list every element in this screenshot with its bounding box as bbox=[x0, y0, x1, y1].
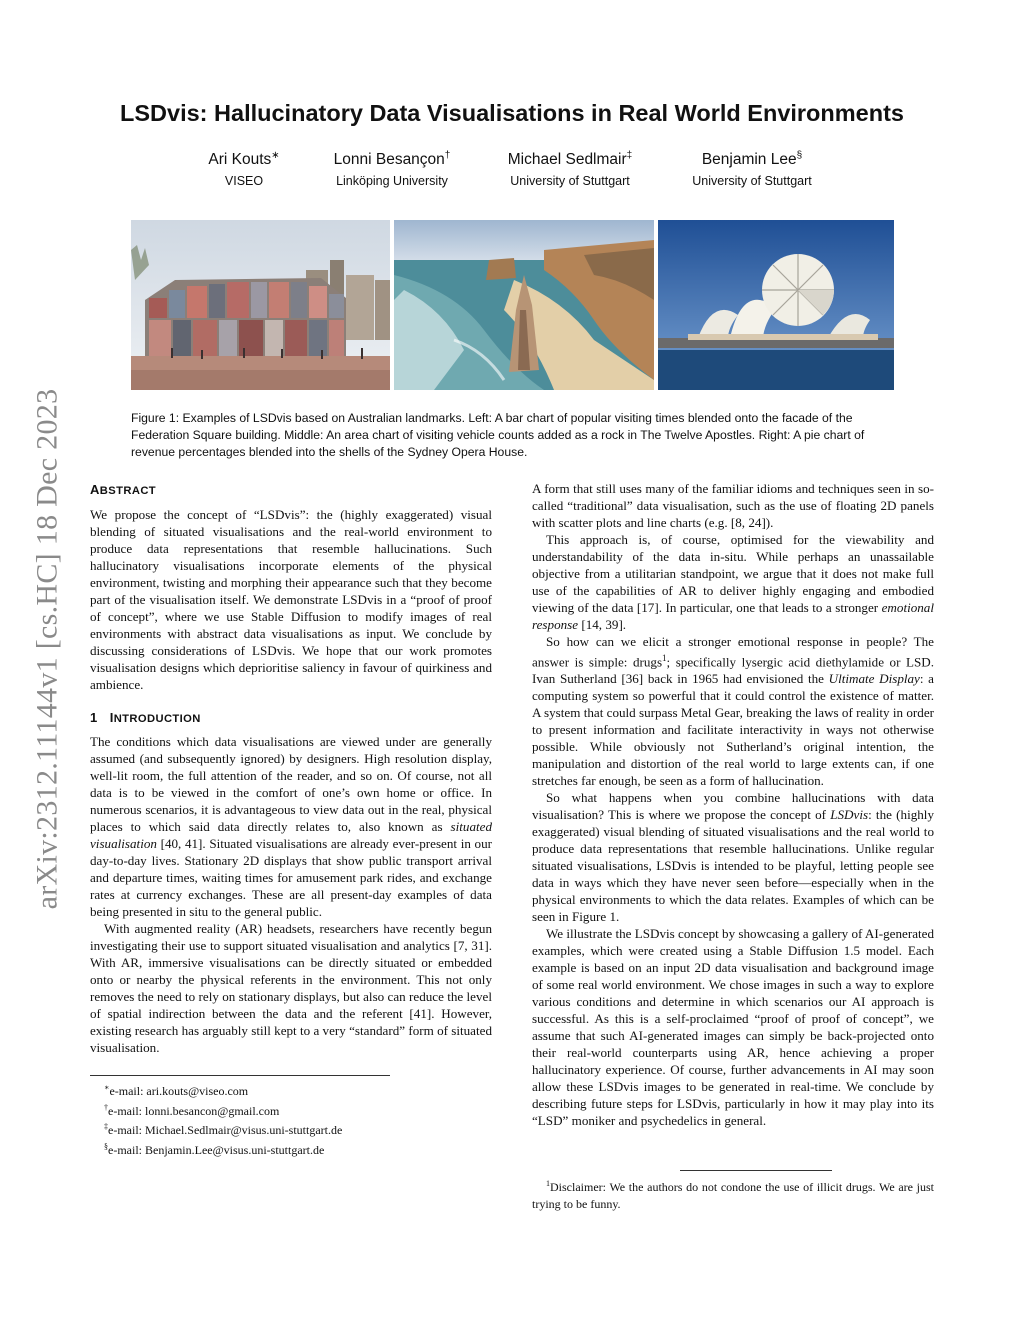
right-column bbox=[532, 480, 934, 1129]
author-mark: † bbox=[444, 150, 451, 161]
footnote-item: ‡e-mail: Michael.Sedlmair@visus.uni-stuttgart.de bbox=[104, 1122, 343, 1137]
heading-rest: NTRODUCTION bbox=[113, 713, 201, 725]
author-name: Ari Kouts bbox=[208, 151, 272, 169]
section-number: 1 bbox=[90, 710, 98, 725]
body-paragraph: So what happens when you combine hallucinations with data visualisation? This is where we propose the concept of LSDvis: the (highly exaggerated) visual blending of situated visualisations and the real world to produce data representations that resemble hallucinations. Unlike regular situated visualisations, LSDvis is intended to be playful, letting people see data in ways which they have never seen before—especially when in the physical environments to which the data relates. Examples of which can be seen in Figure 1. bbox=[532, 790, 934, 925]
intro-paragraph-2: With augmented reality (AR) headsets, researchers have recently begun investigating their use to support situated visualisation and analytics [7, 31]. With AR, immersive visualisations can be directly situated or embedded onto or nearby the physical referents in the environment. This not only removes the need to rely on stationary displays, but also can reduce the level of spatial indirection between the data and the referent [41]. However, existing research has arguably still kept to a very “standard” form of situated visualisation. bbox=[90, 921, 492, 1055]
footnote-rule bbox=[680, 1170, 832, 1171]
author-mark: ‡ bbox=[626, 150, 633, 161]
arxiv-identifier-text: arXiv:2312.11144v1 [cs.HC] 18 Dec 2023 bbox=[30, 388, 64, 910]
figure-panel-twelve-apostles bbox=[394, 220, 654, 390]
body-paragraph: A form that still uses many of the familiar idioms and techniques seen in so-called “traditional” data visualisation, such as the use of floating 2D panels with scatter plots and line charts (e.g. [8, 24]). bbox=[532, 481, 934, 530]
author-affiliation: Linköping University bbox=[336, 174, 448, 189]
figure-panel-federation-square bbox=[131, 220, 390, 390]
author-4 bbox=[642, 146, 862, 188]
author-mark: § bbox=[796, 150, 803, 161]
abstract-heading bbox=[90, 481, 492, 500]
disclaimer-footnote: $^1$Disclaimer: We the authors do not condone the use of illicit drugs. We are just trying to be funny. bbox=[532, 1179, 934, 1211]
author-email-footnotes bbox=[104, 1080, 484, 1158]
author-name: Michael Sedlmair bbox=[507, 151, 627, 169]
abstract-text: We propose the concept of “LSDvis”: the (highly exaggerated) visual blending of situated visualisations and the real-world environment to produce data representations that resemble hallucinations. Such hallucinatory visualisations incorporate elements of the physical environment, twisting and morphing their appearance such that they become part of the visualisation itself. We demonstrate LSDvis in a “proof of proof of concept”, where we use Stable Diffusion to modify images of real environments with abstract data visualisations as input. We conclude by discussing considerations of LSDvis. We hope that our work promotes visualisation designs which deprioritise saliency in favour of quirkiness and ambience. bbox=[90, 507, 492, 692]
introduction-heading bbox=[90, 709, 492, 728]
footnote-item: §e-mail: Benjamin.Lee@visus.uni-stuttgart.de bbox=[104, 1141, 325, 1157]
footnote-rule bbox=[90, 1075, 390, 1076]
figure-panel-sydney-opera-house bbox=[658, 220, 894, 390]
body-paragraph: This approach is, of course, optimised for the viewability and understandability of the data in-situ. While perhaps an unassailable objective from a utilitarian standpoint, we argue that it does not make full use of the capabilities of AR to deliver highly engaging and embodied viewing of the data [17]. In particular, one that leads to a stronger emotional response [14, 39]. bbox=[532, 532, 934, 632]
author-affiliation: University of Stuttgart bbox=[510, 174, 630, 189]
author-mark: ∗ bbox=[271, 150, 280, 161]
paper-title: LSDvis: Hallucinatory Data Visualisations in Real World Environments bbox=[120, 100, 904, 126]
author-name: Benjamin Lee bbox=[701, 151, 797, 169]
author-affiliation: University of Stuttgart bbox=[692, 174, 812, 189]
author-name: Lonni Besançon bbox=[333, 151, 445, 169]
left-column bbox=[90, 481, 492, 1056]
heading-initial: A bbox=[90, 482, 100, 497]
figure-caption: Figure 1: Examples of LSDvis based on Australian landmarks. Left: A bar chart of popular visiting times blended onto the facade of the Federation Square building. Middle: An area chart of visiting vehicle counts added as a rock in The Twelve Apostles. Right: A pie chart of revenue percentages blended into the shells of the Sydney Opera House. bbox=[131, 411, 865, 459]
intro-paragraph-1: The conditions which data visualisations are viewed under are generally assumed (and subsequently ignored) by designers. High resolution display, well-lit room, the full attention of the reader, and so on. Of course, not all data is to be viewed in the comfort of one’s own home or office. In numerous scenarios, it is advantageous to view data out in the real, physical places to which said data directly relates to, also known as situated visualisation [40, 41]. Situated visualisations are already ever-present in our day-to-day lives. Stationary 2D displays that show public transport arrival and departure times, waiting times for amusement park rides, and exchange rates at currency exchanges. These are all present-day examples of data being presented in situ to the general public. bbox=[90, 734, 492, 919]
footnote-item: †e-mail: lonni.besancon@gmail.com bbox=[104, 1102, 280, 1118]
body-paragraph: We illustrate the LSDvis concept by showcasing a gallery of AI-generated examples, which were created using a Stable Diffusion 1.5 model. Each example is based on an input 2D data visualisation and background image of some real world environment. We chose images in such a way to explore various conditions and determine in which scenarios our AI approach is successful. As this is a self-proclaimed “proof of proof of concept”, we assume that such AI-generated images can simply be back-projected onto their real-world counterparts using AR, hence achieving a proper hallucinatory experience. Of course, further advancements in AI may soon allow these LSDvis images to be generated in real-time. We conclude by describing future steps for LSDvis, particularly in how it may play into its “LSD” moniker and psychedelics in general. bbox=[532, 926, 934, 1129]
heading-rest: BSTRACT bbox=[99, 485, 157, 497]
footnote-item: ∗e-mail: ari.kouts@viseo.com bbox=[104, 1083, 249, 1098]
author-affiliation: VISEO bbox=[224, 174, 264, 189]
arxiv-identifier bbox=[22, 349, 72, 949]
heading-initial: I bbox=[109, 710, 114, 725]
body-paragraph: So how can we elicit a stronger emotional response in people? The answer is simple: drugs$^1$; specifically lysergic acid diethylamide or LSD. Ivan Sutherland [36] back in 1965 had envisioned the Ultimate Display: a computing system so powerful that it could control the existence of matter. A system that could surpass Metal Gear, breaking the laws of reality in order to present information and facilitate interactivity in ways not otherwise possible. While obviously not Sutherland’s original intention, the manipulation and distortion of the real world to large extents can, if one stretches far enough, be seen as a form of hallucination. bbox=[532, 634, 934, 789]
